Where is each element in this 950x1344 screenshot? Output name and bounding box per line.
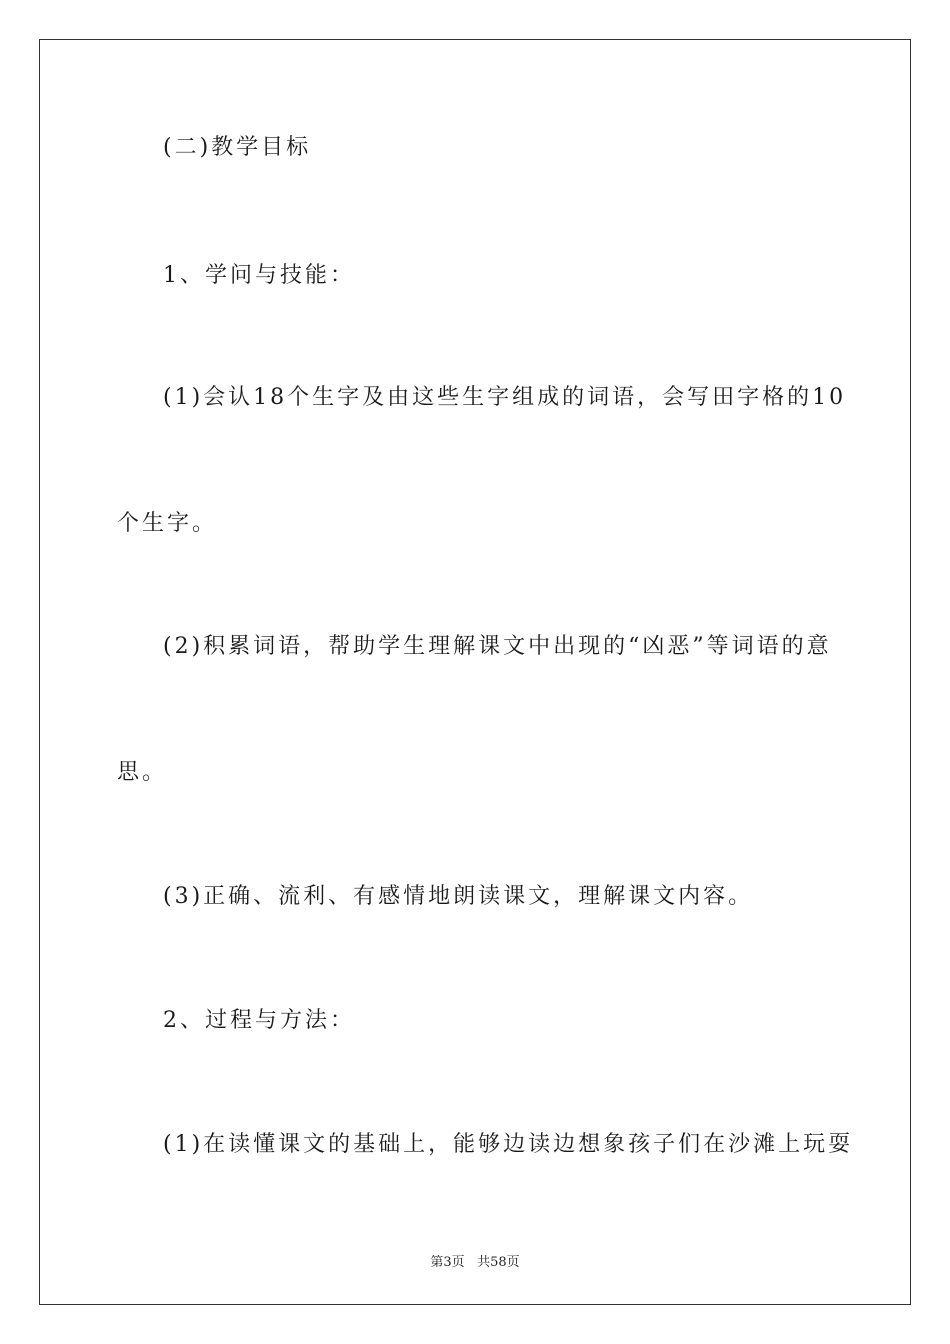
page-footer (0, 1251, 950, 1270)
subsection-heading: 1、学问与技能： (163, 263, 355, 288)
paragraph-line: (1)会认18个生字及由这些生字组成的词语，会写田字格的10 (163, 385, 847, 410)
paragraph-line: 个生字。 (117, 511, 218, 536)
paragraph-line: (1)在读懂课文的基础上，能够边读边想象孩子们在沙滩上玩耍 (163, 1132, 854, 1157)
subsection-heading: 2、过程与方法： (163, 1008, 355, 1033)
page-total: 共58页 (477, 1255, 520, 1270)
paragraph-line: (3)正确、流利、有感情地朗读课文，理解课文内容。 (163, 884, 754, 909)
paragraph-line: 思。 (117, 760, 168, 785)
page-number: 第3页 (430, 1255, 465, 1270)
page-border (39, 39, 911, 1305)
paragraph-line: (2)积累词语，帮助学生理解课文中出现的“凶恶”等词语的意 (163, 634, 832, 659)
section-heading: (二)教学目标 (163, 135, 312, 160)
